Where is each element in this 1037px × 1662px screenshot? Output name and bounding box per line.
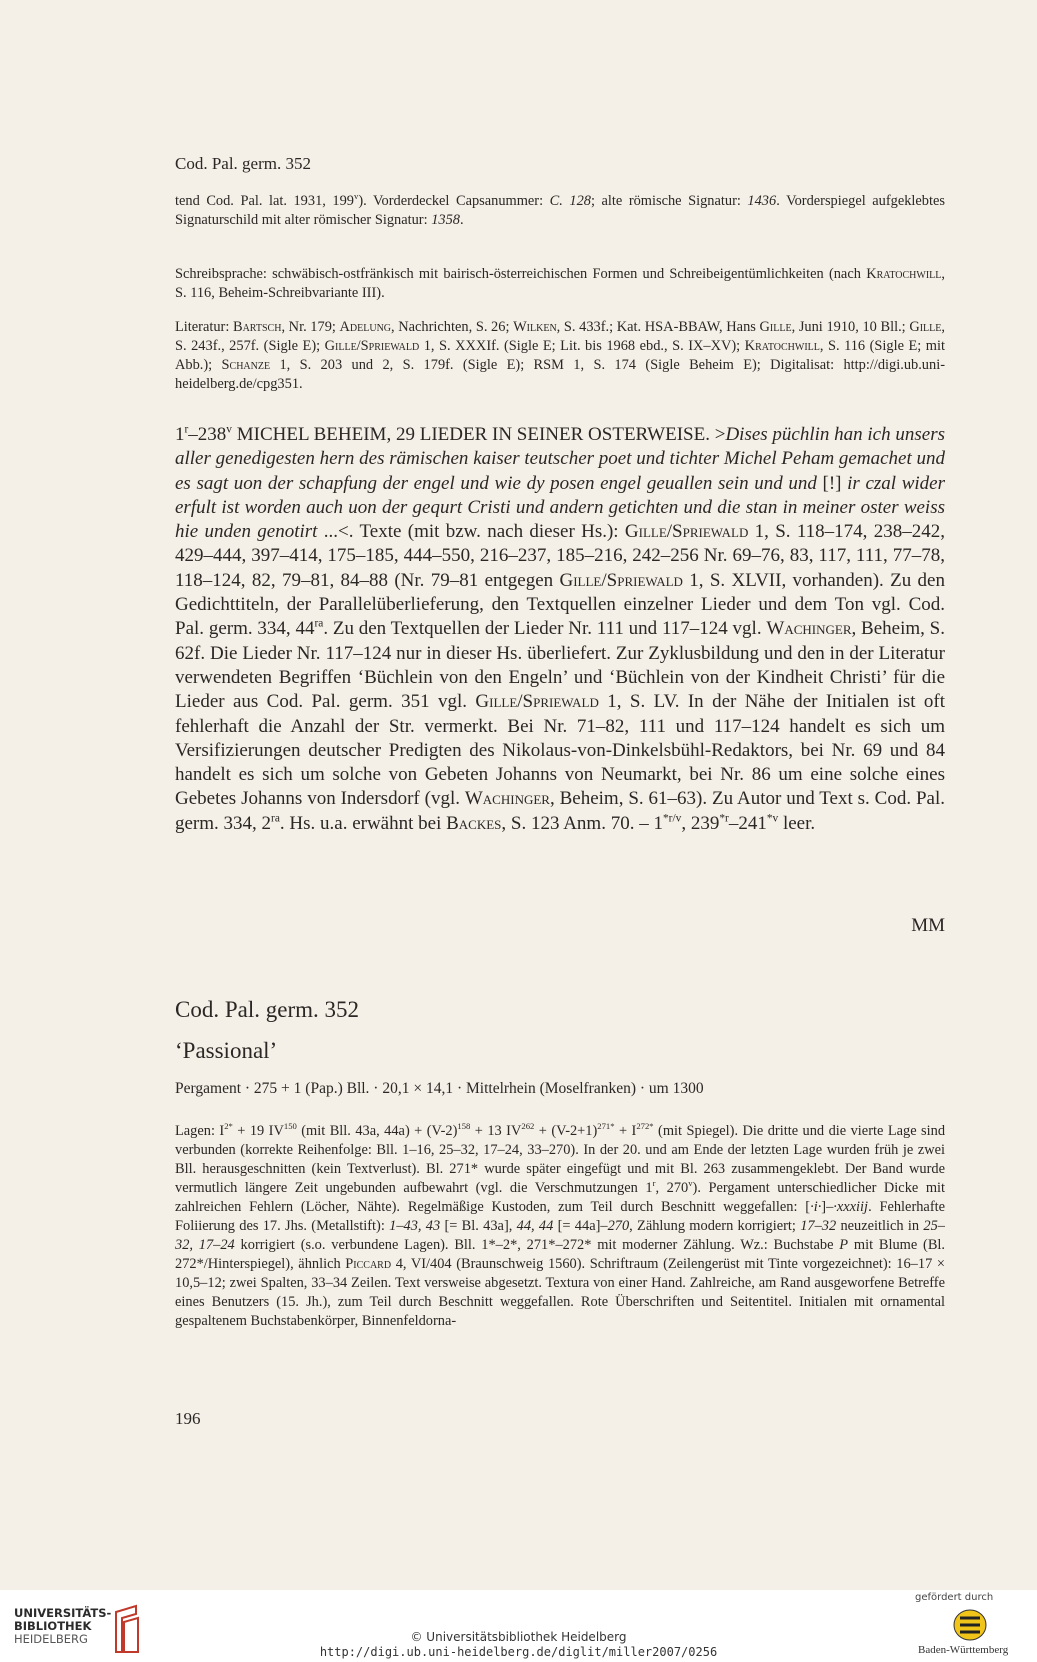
footer-bar [0,1590,1037,1662]
codex-subtitle: ‘Passional’ [175,1038,278,1063]
lagen-paragraph: Lagen: $I^{2*} + 19$ IV$^{150}$ (mit Bll. 43a, $44a) + (V-2)^{158} + 13$ $IV^{262} + (V-2+1)^{271*} + I^{272*}$ (mit Spiegel). Die dritte und die vierte Lage sind verbunden (korrekte Reihenfolge: Bll. 1–16, 25–32, 17–24, 33–270). In der 20. und am Ende der letzten Lage wurden früh je zwei Bll. herausgeschnitten (kein Textverlust). Bl. 271* wurde später eingefügt und mit Bl. 263 zusammengeklebt. Der Band wurde vermutlich längere Zeit ungebunden aufbewahrt (vgl. die Verschmutzungen 1$^r$, 270$^v$). Pergament unterschiedlicher Dicke mit zahlreichen Fehlern (Löcher, Nähte). Regelmäßige Kustoden, zum Teil durch Beschnitt weggefallen: [·i·]–·xxxiij. Fehlerhafte Foliierung des 17. Jhs. (Metallstift): 1–43, 43 [= Bl. 43a], 44, 44 [= 44a]–270, Zählung modern korrigiert; 17–32 neuzeitlich in 25–32, 17–24 korrigiert (s.o. verbundene Lagen). Bll. 1*–2*, 271*–272* mit moderner Zählung. Wz.: Buchstabe P mit Blume (Bl. 272*/Hinterspiegel), ähnlich Piccard 4, VI/404 (Braunschweig 1560). Schriftraum (Zeilengerüst mit Tinte vorgezeichnet): 16–17 × 10,5–12; zwei Spalten, 33–34 Zeilen. Text versweise abgesetzt. Textura von einer Hand. Zahlreiche, am Rand ausgeworfene Betreffe eines Benutzers (15. Jh.), zum Teil durch Beschnitt weggefallen. Rote Überschriften und Seitentitel. Initialen mit ornamental gespaltenem Buchstabenkörper, Binnenfeldorna- [175,1121,946,1329]
sponsor-name: Baden-Württemberg [918,1644,1009,1656]
sponsor-label: gefördert durch [915,1592,994,1603]
literatur-paragraph: Literatur: Bartsch, Nr. 179; Adelung, Nachrichten, S. 26; Wilken, S. 433f.; Kat. HSA-BBAW, Hans Gille, Juni 1910, 10 Bll.; Gille, S. 243f., 257f. (Sigle E); Gille/Spriewald 1, S. XXXIf. (Sigle E; Lit. bis 1968 ebd., S. IX–XV); Kratochwill, S. 116 (Sigle E; mit Abb.); Schanze 1, S. 203 und 2, S. 179f. (Sigle E); RSM 1, S. 174 (Sigle Beheim E); Digitalisat: http://digi.ub.uni-heidelberg.de/cpg351. [175,319,945,392]
codex-title: Cod. Pal. germ. 352 [175,997,359,1022]
author-initials: MM [911,915,945,936]
permalink-url[interactable]: http://digi.ub.uni-heidelberg.de/diglit/miller2007/0256 [319,1645,718,1659]
main-entry-paragraph: 1$^r$–238$^v$ MICHEL BEHEIM, 29 LIEDER IN SEINER OSTERWEISE. >Dises püchlin han ich unsers aller genedigesten hern des rämischen kaiser teutscher poet und tichter Michel Peham gemachet und es sagt uon der schapfung der engel und wie dy posen engel geuallen sein und und [!] ir czal wider erfult ist worden auch uon der gequrt Cristi und andern getichten und die stan in meiner oster weiss hie unden genotirt ...<. Texte (mit bzw. nach dieser Hs.): Gille/Spriewald 1, S. 118–174, 238–242, 429–444, 397–414, 175–185, 444–550, 216–237, 185–216, 242–256 Nr. 69–76, 83, 117, 111, 77–78, 118–124, 82, 79–81, 84–88 (Nr. 79–81 entgegen Gille/Spriewald 1, S. XLVII, vorhanden). Zu den Gedichttiteln, der Parallelüberlieferung, den Textquellen einzelner Lieder und dem Ton vgl. Cod. Pal. germ. 334, $44^{ra}$. Zu den Textquellen der Lieder Nr. 111 und 117–124 vgl. Wachinger, Beheim, S. 62f. Die Lieder Nr. 117–124 nur in dieser Hs. überliefert. Zur Zyklusbildung und den in der Literatur verwendeten Begriffen ‘Büchlein von den Engeln’ und ‘Büchlein von der Kindheit Christi’ für die Lieder aus Cod. Pal. germ. 351 vgl. Gille/Spriewald 1, S. LV. In der Nähe der Initialen ist oft fehlerhaft die Anzahl der Str. vermerkt. Bei Nr. 71–82, 111 und 117–124 handelt es sich um Versifizierungen deutscher Predigten des Nikolaus-von-Dinkelsbühl-Redaktors, bei Nr. 69 und 84 handelt es sich um solche von Gebeten Johanns von Neumarkt, bei Nr. 86 um eine solche eines Gebetes Johanns von Indersdorf (vgl. Wachinger, Beheim, S. 61–63). Zu Autor und Text s. Cod. Pal. germ. 334, $2^{ra}$. Hs. u.a. erwähnt bei Backes, S. 123 Anm. 70. – $1^{*r/v}$, 239$^{*r}$–241$^{*v}$ leer. [175,423,946,834]
logo-line-1: UNIVERSITÄTS- [14,1606,112,1620]
copyright-notice: © Universitätsbibliothek Heidelberg [410,1630,627,1644]
logo-line-2: BIBLIOTHEK [14,1619,92,1633]
page-number: 196 [175,1409,201,1428]
codex-description-line: Pergament · 275 + 1 (Pap.) Bll. · 20,1 × 14,1 · Mittelrhein (Moselfranken) · um 1300 [175,1080,704,1097]
schreibsprache-paragraph: Schreibsprache: schwäbisch-ostfränkisch mit bairisch-österreichischen Formen und Schreibeigentümlichkeiten (nach Kratochwill, S. 116, Beheim-Schreibvariante III). [175,266,945,301]
logo-line-3: HEIDELBERG [14,1632,88,1646]
binding-paragraph: tend Cod. Pal. lat. 1931, 199$^v$). Vorderdeckel Capsanummer: C. 128; alte römische Signatur: 1436. Vorderspiegel aufgeklebtes Signaturschild mit alter römischer Signatur: 1358. [175,191,945,228]
baden-wuerttemberg-emblem-icon [952,1608,988,1642]
running-head: Cod. Pal. germ. 352 [175,154,311,173]
